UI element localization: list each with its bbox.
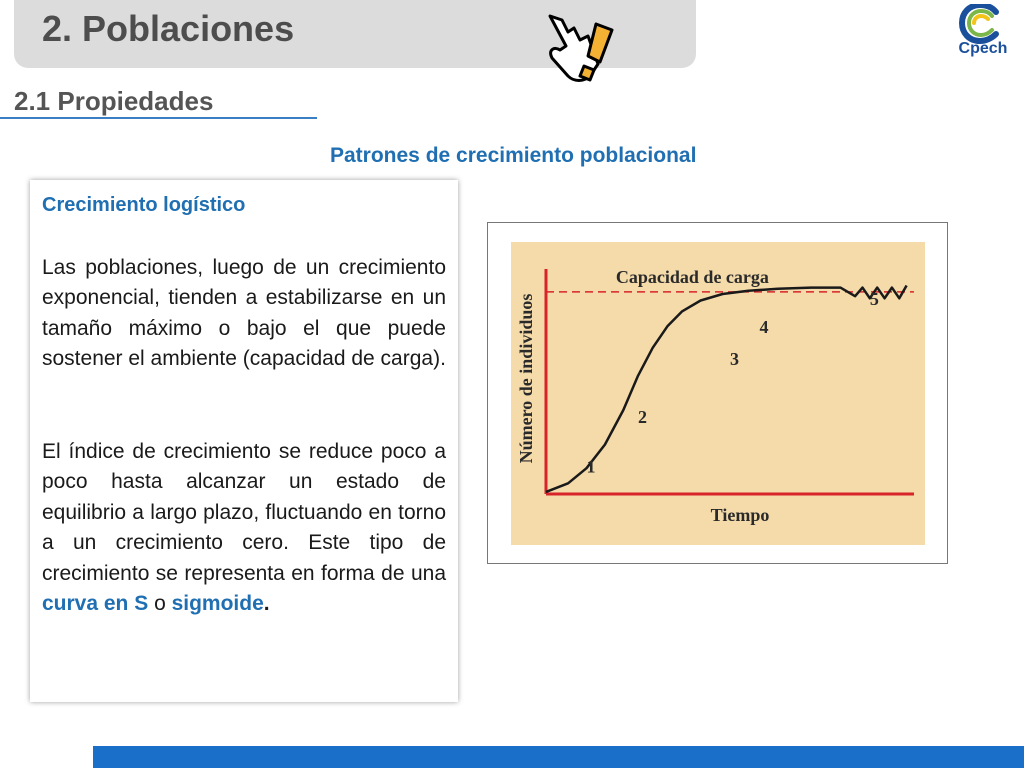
card-paragraph-1: Las poblaciones, luego de un crecimiento exponencial, tienden a estabilizarse en un tamaño máximo o bajo el que puede sostener el ambiente (capacidad de carga). xyxy=(42,256,446,371)
highlight-sigmoide: sigmoide xyxy=(171,592,264,616)
subtitle-underline xyxy=(0,117,317,119)
x-axis-label: Tiempo xyxy=(710,505,770,525)
paragraph-2-end: . xyxy=(263,592,270,616)
footer-bar xyxy=(93,746,1024,768)
footer-spacer xyxy=(0,746,93,768)
chart-svg xyxy=(488,223,947,563)
text-card xyxy=(30,180,458,702)
phase-label-3: 3 xyxy=(730,349,739,369)
capacity-label: Capacidad de carga xyxy=(615,266,769,287)
pointing-hand-with-exclamation-icon xyxy=(540,6,618,90)
phase-label-5: 5 xyxy=(869,288,879,309)
logistic-growth-chart xyxy=(487,222,948,564)
paragraph-2-connector: o xyxy=(148,592,172,616)
y-axis-label: Número de individuos xyxy=(516,293,536,464)
phase-label-1: 1 xyxy=(586,456,596,477)
section-subtitle: 2.1 Propiedades xyxy=(14,86,214,116)
highlight-curva-en-s: curva en S xyxy=(42,592,149,616)
page-title: 2. Poblaciones xyxy=(42,8,295,49)
cpech-logo-mark xyxy=(950,4,1016,44)
card-paragraph-2 xyxy=(42,437,446,619)
logo-label: Cpech xyxy=(958,40,1008,57)
card-title: Crecimiento logístico xyxy=(42,194,246,216)
phase-label-2: 2 xyxy=(638,407,647,428)
paragraph-2-text: El índice de crecimiento se reduce poco a poco hasta alcanzar un estado de equilibrio a largo plazo, fluctuando en torno a un crecimiento cero. Este tipo de crecimiento se representa en forma de una xyxy=(42,440,446,585)
section-heading: Patrones de crecimiento poblacional xyxy=(330,144,697,167)
cpech-logo xyxy=(950,4,1016,64)
phase-label-4: 4 xyxy=(759,316,769,337)
